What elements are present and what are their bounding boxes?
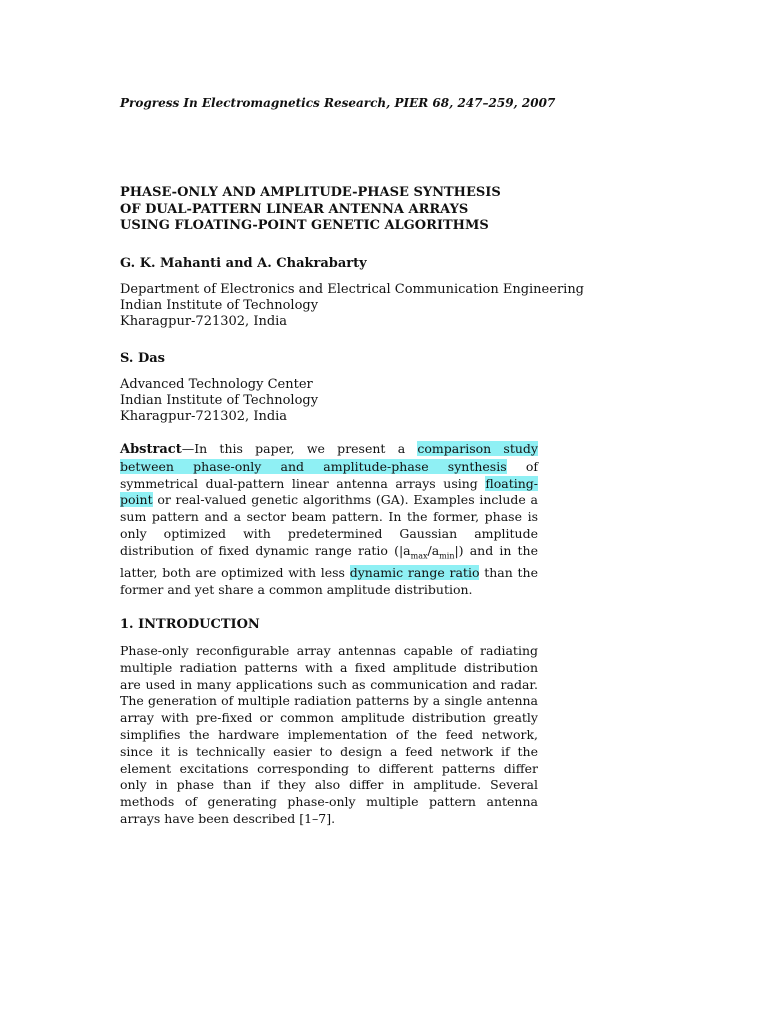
affiliation-line: Kharagpur-721302, India xyxy=(120,409,288,424)
highlight[interactable]: floating-point xyxy=(120,475,538,508)
abstract-text: /a xyxy=(427,542,440,558)
abstract-text: than the former and yet share a common amplitude distribution. xyxy=(120,565,538,597)
abstract-text: or real-valued genetic algorithms (GA). Examples include a sum pattern and a sector beam pattern. In the former, phase is only optimized with predetermined Gaussian amplitude distribution of fixed dynamic range ratio (|a xyxy=(120,492,538,558)
affiliation-1 xyxy=(120,282,584,330)
abstract xyxy=(120,441,538,599)
affiliation-line: Advanced Technology Center xyxy=(120,377,313,392)
affiliation-line: Department of Electronics and Electrical Communication Engineering xyxy=(120,282,585,297)
subscript-max: max xyxy=(410,551,428,561)
affiliation-line: Kharagpur-721302, India xyxy=(120,314,288,329)
title-line: USING FLOATING-POINT GENETIC ALGORITHMS xyxy=(120,218,489,233)
section-heading: 1. INTRODUCTION xyxy=(120,617,260,632)
abstract-text: of symmetrical dual-pattern linear antenna arrays using xyxy=(120,458,538,491)
title-line: PHASE-ONLY AND AMPLITUDE-PHASE SYNTHESIS xyxy=(120,185,501,200)
abstract-label: Abstract xyxy=(120,442,182,457)
intro-paragraph: Phase-only reconfigurable array antennas capable of radiating multiple radiation patterns with a fixed amplitude distribution are used in many applications such as communication and radar. The generation of multiple radiation patterns by a single antenna array with pre-fixed or common amplitude distribution greatly simplifies the hardware implementation of the feed network, since it is technically easier to design a feed network if the element excitations corresponding to different patterns differ only in phase than if they also differ in amplitude. Several methods of generating phase-only multiple pattern antenna arrays have been described [1–7]. xyxy=(120,643,538,826)
subscript-min: min xyxy=(439,551,455,561)
author-names-1: G. K. Mahanti and A. Chakrabarty xyxy=(120,256,367,271)
highlight[interactable]: dynamic range ratio xyxy=(349,565,480,581)
title-line: OF DUAL-PATTERN LINEAR ANTENNA ARRAYS xyxy=(120,201,469,217)
journal-citation: Progress In Electromagnetics Research, PIER 68, 247–259, 2007 xyxy=(120,96,556,110)
affiliation-line: Indian Institute of Technology xyxy=(120,298,319,313)
author-names-2: S. Das xyxy=(120,351,165,366)
abstract-text: —In this paper, we present a xyxy=(181,441,418,456)
affiliation-line: Indian Institute of Technology xyxy=(120,393,319,408)
abstract-text: |) and in the latter, both are optimized with less xyxy=(120,542,538,581)
paper-title xyxy=(120,185,550,235)
affiliation-2 xyxy=(120,377,318,425)
highlight[interactable]: comparison study between phase-only and amplitude-phase synthesis xyxy=(120,441,538,474)
